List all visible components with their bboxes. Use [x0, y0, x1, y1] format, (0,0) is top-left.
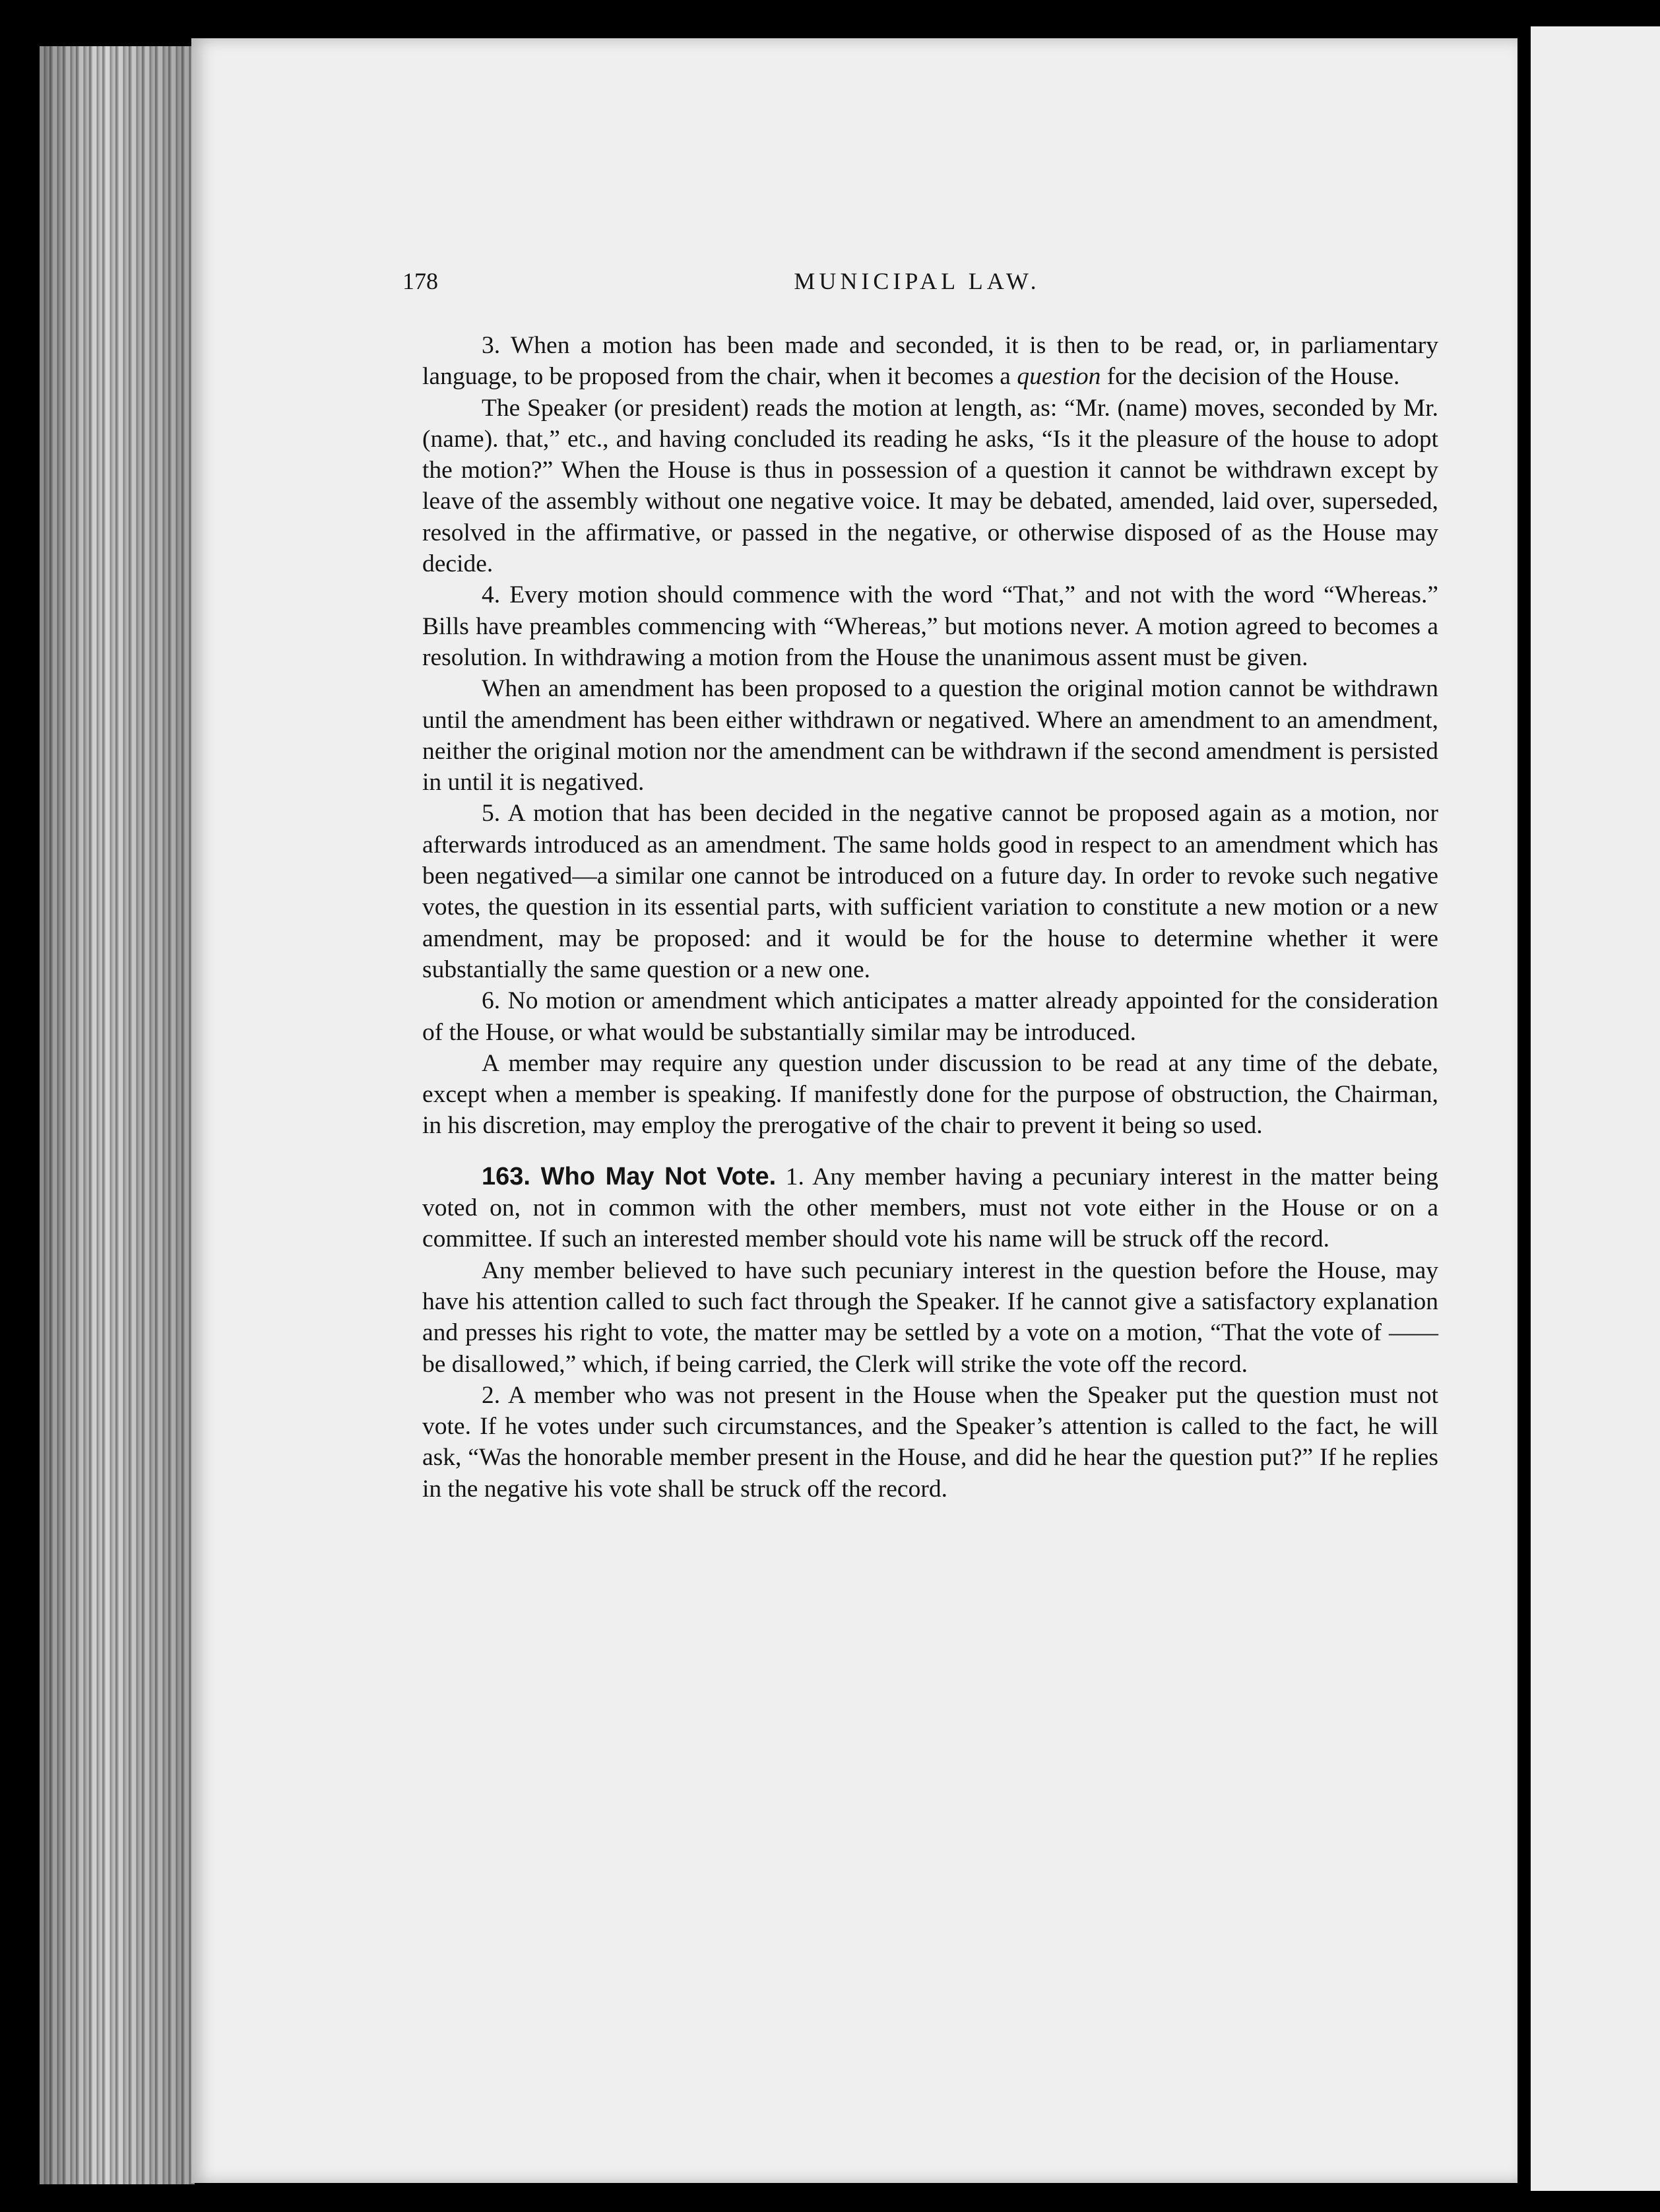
page-title: MUNICIPAL LAW. — [794, 268, 1040, 294]
paragraph-text: 3. When a motion has been made and seconded, it is then to be read, or, in parliamentary language, to be proposed from the chair, when it becomes a — [422, 332, 1438, 391]
book-page-edges — [40, 46, 195, 2184]
section-heading: 163. Who May Not Vote. — [482, 1162, 777, 1190]
page-body — [422, 330, 1438, 1505]
paragraph — [422, 330, 1438, 393]
next-page-edge — [1531, 26, 1660, 2191]
section-paragraph — [422, 1161, 1438, 1255]
paragraph: A member may require any question under discussion to be read at any time of the debate, except when a member is speaking. If manifestly done for the purpose of obstruction, the Chairman, in his discretion, may employ the prerogative of the chair to prevent it being so used. — [422, 1049, 1438, 1140]
paragraph-text: for the decision of the House. — [1101, 363, 1400, 391]
paragraph: 2. A member who was not present in the House when the Speaker put the question must not vote. If he votes under such circumstances, and the Speaker’s attention is called to the fact, he will ask, “Was the honorable member present in the House, and did he hear the question put?” If he replies in the negative his vote shall be struck off the record. — [422, 1381, 1438, 1503]
running-head — [402, 267, 1432, 300]
paragraph: 6. No motion or amendment which anticipates a matter already appointed for the consideration of the House, or what would be substantially similar may be introduced. — [422, 987, 1438, 1046]
italic-term: question — [1017, 363, 1101, 391]
page-number: 178 — [402, 268, 438, 294]
paragraph-text: 1. Any member having a pecuniary interest in the matter being voted on, not in common with the other members, must not vote either in the House or on a committee. If such an interested member should vote his name will be struck off the record. — [422, 1163, 1438, 1253]
paragraph: Any member believed to have such pecuniary interest in the question before the House, may have his attention called to such fact through the Speaker. If he cannot give a satisfactory explanation and presses his right to vote, the matter may be settled by a vote on a motion, “That the vote of —— be disallowed,” which, if being carried, the Clerk will strike the vote off the record. — [422, 1256, 1438, 1378]
paragraph: When an amendment has been proposed to a question the original motion cannot be withdrawn until the amendment has been either withdrawn or negatived. Where an amendment to an amendment, neither the original motion nor the amendment can be withdrawn if the second amendment is persisted in until it is negatived. — [422, 675, 1438, 797]
paragraph: 4. Every motion should commence with the word “That,” and not with the word “Whereas.” Bills have preambles commencing with “Whereas,” but motions never. A motion agreed to becomes a resolution. In withdrawing a motion from the House the unanimous assent must be given. — [422, 581, 1438, 671]
paragraph: The Speaker (or president) reads the motion at length, as: “Mr. (name) moves, seconded by Mr. (name). that,” etc., and having concluded its reading he asks, “Is it the pleasure of the house to adopt the motion?” When the House is thus in possession of a question it cannot be withdrawn except by leave of the assembly without one negative voice. It may be debated, amended, laid over, superseded, resolved in the affirmative, or passed in the negative, or otherwise disposed of as the House may decide. — [422, 394, 1438, 578]
paragraph: 5. A motion that has been decided in the negative cannot be proposed again as a motion, nor afterwards introduced as an amendment. The same holds good in respect to an amendment which has been negatived—a similar one cannot be introduced on a future day. In order to revoke such negative votes, the question in its essential parts, with sufficient variation to constitute a new motion or a new amendment, may be proposed: and it would be for the house to determine whether it were substantially the same question or a new one. — [422, 800, 1438, 983]
